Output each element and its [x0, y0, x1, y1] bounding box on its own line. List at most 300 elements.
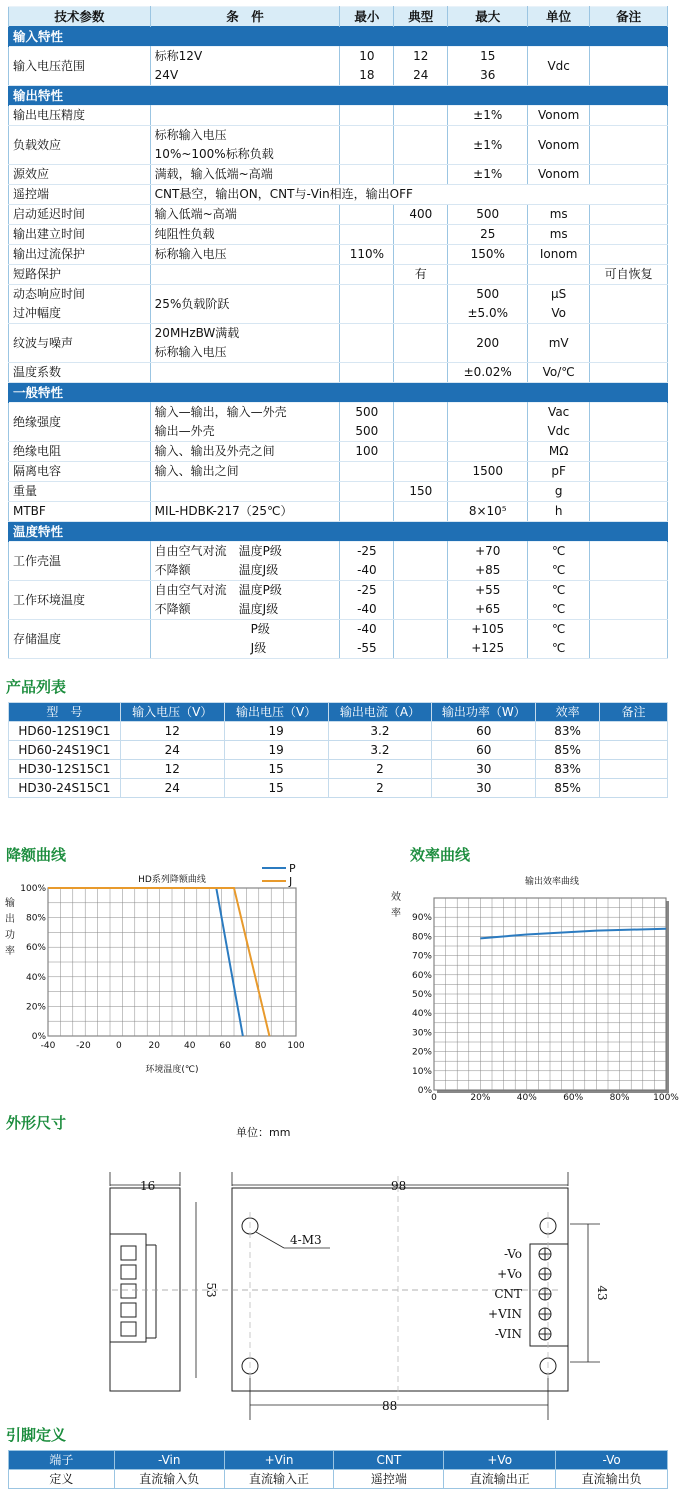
y-axis-label-char: 效	[391, 892, 401, 903]
x-tick-label: 100	[287, 1041, 305, 1051]
pin-header-vo-pos: +Vo	[444, 1451, 556, 1470]
spec-row	[9, 403, 668, 442]
spec-param	[9, 482, 151, 502]
product-cell: 85%	[536, 741, 600, 760]
spec-cell-line: +70	[475, 544, 501, 558]
spec-cell-line: 输出—外壳	[154, 424, 215, 438]
spec-row	[9, 245, 668, 265]
spec-section-row	[9, 27, 668, 47]
spec-cell-line: 10%~100%标称负载	[154, 147, 274, 161]
spec-param	[9, 285, 151, 324]
spec-header-note: 备注	[590, 7, 668, 27]
spec-param-text: 输出电压精度	[13, 108, 86, 122]
x-tick-label: 80%	[609, 1093, 630, 1103]
spec-param-text: 工作环境温度	[13, 592, 86, 607]
spec-cell-line: +105	[471, 622, 505, 636]
legend-label: J	[289, 875, 293, 888]
spec-param	[9, 47, 151, 86]
spec-note	[590, 126, 668, 165]
spec-unit: h	[528, 502, 590, 522]
x-tick-label: 0	[115, 1041, 122, 1051]
spec-header	[9, 7, 668, 27]
spec-row	[9, 482, 668, 502]
product-cell: 12	[120, 760, 224, 779]
spec-row	[9, 462, 668, 482]
spec-cell-line: 有	[414, 267, 427, 281]
spec-unit: pF	[528, 462, 590, 482]
product-cell	[600, 722, 668, 741]
product-cell: HD60-12S19C1	[9, 722, 121, 741]
spec-cell-line: 110%	[349, 247, 385, 261]
x-tick-label: 60%	[563, 1093, 584, 1103]
x-tick-label: 40%	[516, 1093, 537, 1103]
x-tick-label: -40	[40, 1041, 56, 1051]
spec-cell-line: -55	[357, 641, 377, 655]
product-cell: 15	[224, 779, 328, 798]
spec-param	[9, 265, 151, 285]
dimensions-heading: 外形尺寸	[6, 1114, 67, 1132]
spec-cell-line: 25	[480, 227, 496, 241]
spec-cell-line: 不降额 温度J级	[154, 602, 279, 616]
spec-cell-line: 输入、输出及外壳之间	[154, 444, 275, 458]
spec-cell-line: 12	[413, 49, 429, 63]
product-cell: 2	[328, 779, 432, 798]
product-cell: 24	[120, 779, 224, 798]
spec-unit	[528, 265, 590, 285]
spec-cell-line: ℃	[551, 622, 566, 636]
pins-heading: 引脚定义	[6, 1426, 67, 1444]
product-cell: 30	[432, 779, 536, 798]
product-cell: 19	[224, 741, 328, 760]
pin-table	[8, 1450, 668, 1489]
product-cell: HD30-12S15C1	[9, 760, 121, 779]
spec-cell-line: 标称输入电压	[154, 128, 227, 142]
pin-def-vin-neg: 直流输入负	[114, 1470, 224, 1489]
pin-def-cnt: 遥控端	[334, 1470, 444, 1489]
spec-note	[590, 403, 668, 442]
x-tick-label: 80	[254, 1041, 267, 1051]
x-tick-label: 100%	[653, 1093, 679, 1103]
product-cell: HD60-24S19C1	[9, 741, 121, 760]
product-body	[9, 722, 668, 798]
spec-row	[9, 620, 668, 659]
spec-cell-line: 100	[355, 444, 379, 458]
chart-title: 输出效率曲线	[524, 877, 580, 887]
y-tick-label: 20%	[411, 1047, 432, 1058]
spec-body	[9, 27, 668, 659]
pin-header-vin-neg: -Vin	[114, 1451, 224, 1470]
spec-unit: ms	[528, 205, 590, 225]
spec-row	[9, 542, 668, 581]
spec-param	[9, 225, 151, 245]
x-axis-label: 环境温度(℃)	[145, 1065, 199, 1075]
product-cell	[600, 779, 668, 798]
spec-section-title: 温度特性	[9, 522, 668, 542]
y-axis-label-char: 率	[391, 908, 401, 919]
spec-cell-line: 500	[355, 424, 379, 438]
y-tick-label: 80%	[25, 913, 46, 924]
dim-88-label: 88	[382, 1399, 398, 1413]
spec-cell-line: 不降额 温度J级	[154, 563, 279, 577]
spec-unit: Vo/℃	[528, 363, 590, 383]
y-axis-label-char: 率	[5, 946, 15, 957]
spec-param	[9, 245, 151, 265]
spec-row	[9, 285, 668, 324]
spec-cell-line: 纯阻性负载	[154, 227, 215, 241]
spec-cell-line: 输入—输出，输入—外壳	[154, 405, 287, 419]
y-tick-label: 30%	[411, 1028, 432, 1039]
spec-cell-line: MIL-HDBK-217（25℃）	[154, 504, 293, 518]
dimension-lines	[110, 1172, 600, 1420]
side-terminal-block	[110, 1234, 146, 1342]
spec-row	[9, 165, 668, 185]
spec-section-row	[9, 86, 668, 106]
spec-note	[590, 363, 668, 383]
product-cell: 3.2	[328, 741, 432, 760]
spec-cell-line: 150	[409, 484, 433, 498]
spec-param-text: 输入电压范围	[13, 58, 86, 73]
spec-cell-line: J级	[154, 641, 267, 655]
spec-cell-line: Vo	[551, 306, 566, 320]
spec-unit: mV	[528, 324, 590, 363]
spec-table	[8, 6, 668, 659]
dim-43-label: 43	[595, 1285, 609, 1301]
spec-header-param: 技术参数	[9, 7, 151, 27]
spec-cell-line: ±1%	[473, 167, 503, 181]
spec-section-title: 输出特性	[9, 86, 668, 106]
y-tick-label: 0%	[417, 1086, 432, 1096]
spec-cell-line: -25	[357, 583, 377, 597]
spec-cell-line: ±1%	[473, 137, 503, 152]
product-cell: 60	[432, 741, 536, 760]
spec-note	[590, 542, 668, 581]
terminal-label-vin-neg: -VIN	[494, 1327, 522, 1341]
y-tick-label: 20%	[25, 1002, 46, 1013]
efficiency-chart	[382, 866, 680, 1112]
product-cell: 83%	[536, 760, 600, 779]
spec-cell-line: 输入低端~高端	[154, 207, 237, 221]
x-tick-label: 20	[148, 1041, 161, 1051]
spec-note	[590, 620, 668, 659]
spec-note	[590, 165, 668, 185]
spec-note	[590, 462, 668, 482]
spec-param-text: 重量	[13, 484, 38, 498]
spec-param-text: 绝缘电阻	[13, 444, 62, 458]
spec-param	[9, 363, 151, 383]
product-cell: 19	[224, 722, 328, 741]
spec-cell-line: +125	[471, 641, 505, 655]
dim-16-label: 16	[140, 1179, 156, 1193]
spec-header-min: 最小	[340, 7, 394, 27]
spec-note	[590, 225, 668, 245]
product-row	[9, 760, 668, 779]
spec-note	[590, 324, 668, 363]
spec-row	[9, 106, 668, 126]
spec-unit: Vdc	[528, 47, 590, 86]
spec-section-row	[9, 383, 668, 403]
spec-cell-line: μS	[551, 287, 567, 301]
x-tick-label: 0	[431, 1093, 437, 1103]
spec-param-text: 存储温度	[13, 631, 62, 646]
spec-param	[9, 462, 151, 482]
product-cell	[600, 760, 668, 779]
spec-section-row	[9, 522, 668, 542]
product-cell: 15	[224, 760, 328, 779]
terminal-label-vo-pos: +Vo	[497, 1267, 522, 1281]
legend-label: P	[289, 862, 296, 875]
spec-cell-line: 500	[476, 287, 500, 301]
spec-unit: Vonom	[528, 126, 590, 165]
product-header-iout: 输出电流（A）	[328, 703, 432, 722]
spec-param	[9, 185, 151, 205]
product-cell: 30	[432, 760, 536, 779]
spec-cell-line: 24V	[154, 68, 179, 82]
spec-cell-line: Vdc	[547, 424, 570, 438]
product-row	[9, 741, 668, 760]
product-header-power: 输出功率（W）	[432, 703, 536, 722]
spec-row	[9, 185, 668, 205]
y-tick-label: 40%	[411, 1009, 432, 1020]
spec-param	[9, 324, 151, 363]
pin-def-label: 定义	[9, 1470, 115, 1489]
spec-param-text: 隔离电容	[13, 464, 62, 478]
spec-param	[9, 442, 151, 462]
product-header-model: 型 号	[9, 703, 121, 722]
spec-note	[590, 245, 668, 265]
terminal-label-vo-neg: -Vo	[504, 1247, 522, 1261]
spec-param-text: 过冲幅度	[13, 306, 62, 320]
product-row	[9, 779, 668, 798]
spec-row	[9, 324, 668, 363]
x-tick-label: 40	[183, 1041, 196, 1051]
spec-row	[9, 502, 668, 522]
spec-row	[9, 442, 668, 462]
pin-def-vin-pos: 直流输入正	[224, 1470, 334, 1489]
spec-cell-line: 1500	[472, 464, 503, 478]
side-terminal-screws	[121, 1245, 156, 1338]
spec-cell-line: -40	[357, 602, 377, 616]
spec-cell-line: 25%负载阶跃	[154, 296, 230, 311]
spec-param-text: 源效应	[13, 167, 50, 181]
y-axis-label-char: 输	[5, 898, 15, 909]
spec-param	[9, 205, 151, 225]
spec-cell-line: 8×10⁵	[468, 504, 507, 518]
spec-param-text: 短路保护	[13, 267, 62, 281]
product-cell: HD30-24S15C1	[9, 779, 121, 798]
spec-cell-line: 满载，输入低端~高端	[154, 167, 273, 181]
spec-note: 可自恢复	[590, 265, 668, 285]
spec-param-text: 启动延迟时间	[13, 207, 86, 221]
chart-title: HD系列降额曲线	[138, 875, 206, 885]
y-axis-label-char: 出	[5, 914, 15, 925]
spec-cell-line: 10	[359, 49, 375, 63]
y-tick-label: 70%	[411, 951, 432, 962]
x-tick-label: -20	[76, 1041, 91, 1051]
spec-param-text: 输出建立时间	[13, 227, 86, 241]
spec-param-text: 绝缘强度	[13, 414, 62, 429]
pin-header-vo-neg: -Vo	[556, 1451, 668, 1470]
product-cell: 12	[120, 722, 224, 741]
products-heading: 产品列表	[6, 678, 67, 696]
spec-section-title: 一般特性	[9, 383, 668, 403]
spec-cell-line: P级	[154, 622, 270, 636]
spec-param-text: 遥控端	[13, 187, 50, 201]
product-cell: 85%	[536, 779, 600, 798]
spec-note	[590, 502, 668, 522]
derating-chart	[0, 860, 310, 1080]
spec-header-unit: 单位	[528, 7, 590, 27]
pin-header-terminal: 端子	[9, 1451, 115, 1470]
spec-span-text: CNT悬空，输出ON，CNT与-Vin相连，输出OFF	[150, 185, 667, 205]
spec-unit: MΩ	[528, 442, 590, 462]
spec-param-text: 工作壳温	[13, 553, 62, 568]
spec-cell-line: ℃	[551, 583, 566, 597]
spec-cell-line: 输入、输出之间	[154, 464, 239, 478]
spec-cell-line: -40	[357, 622, 377, 636]
y-tick-label: 100%	[20, 884, 46, 894]
terminal-label-vin-pos: +VIN	[488, 1307, 522, 1321]
spec-cell-line: 15	[480, 49, 496, 63]
spec-note	[590, 285, 668, 324]
spec-param-text: 负载效应	[13, 137, 62, 152]
x-tick-label: 60	[219, 1041, 231, 1051]
spec-unit: ms	[528, 225, 590, 245]
spec-row	[9, 126, 668, 165]
y-tick-label: 0%	[31, 1032, 46, 1042]
spec-row	[9, 47, 668, 86]
spec-param-text: MTBF	[13, 504, 46, 518]
spec-cell-line: ℃	[551, 641, 566, 655]
spec-cell-line: ℃	[551, 544, 566, 558]
spec-param	[9, 403, 151, 442]
y-tick-label: 60%	[25, 943, 46, 954]
spec-param	[9, 502, 151, 522]
spec-cell-line: 标称输入电压	[154, 247, 227, 261]
spec-note	[590, 482, 668, 502]
spec-cell-line: +85	[475, 563, 501, 577]
product-cell: 3.2	[328, 722, 432, 741]
spec-param	[9, 106, 151, 126]
spec-param-text: 纹波与噪声	[13, 335, 74, 350]
dimension-drawing	[0, 1150, 680, 1420]
spec-cell-line: 自由空气对流 温度P级	[154, 583, 282, 597]
spec-unit: Ionom	[528, 245, 590, 265]
spec-cell-line: ℃	[551, 563, 566, 577]
spec-param	[9, 542, 151, 581]
terminal-label-cnt: CNT	[494, 1287, 522, 1301]
spec-row	[9, 363, 668, 383]
spec-cell-line: 500	[355, 405, 379, 419]
spec-section-title: 输入特性	[9, 27, 668, 47]
spec-header-typ: 典型	[394, 7, 448, 27]
spec-cell-line: 18	[359, 68, 375, 82]
spec-row	[9, 581, 668, 620]
spec-cell-line: Vac	[548, 405, 570, 419]
spec-note	[590, 442, 668, 462]
spec-note	[590, 47, 668, 86]
spec-unit: Vonom	[528, 106, 590, 126]
y-tick-label: 90%	[411, 913, 432, 924]
product-cell: 2	[328, 760, 432, 779]
spec-cell-line: ℃	[551, 602, 566, 616]
product-cell: 60	[432, 722, 536, 741]
y-tick-label: 10%	[411, 1066, 432, 1077]
spec-cell-line: 标称输入电压	[154, 345, 227, 359]
spec-cell-line: -40	[357, 563, 377, 577]
product-row	[9, 722, 668, 741]
product-table	[8, 702, 668, 798]
spec-cell-line: +65	[475, 602, 501, 616]
pin-def-vo-pos: 直流输出正	[444, 1470, 556, 1489]
spec-note	[590, 581, 668, 620]
spec-param-text: 输出过流保护	[13, 247, 86, 261]
spec-cell-line: -25	[357, 544, 377, 558]
front-terminal-screws	[539, 1248, 551, 1340]
spec-cell-line: ±1%	[473, 108, 503, 122]
spec-cell-line: 500	[476, 207, 500, 221]
spec-cell-line: +55	[475, 583, 501, 597]
product-header-note: 备注	[600, 703, 668, 722]
spec-param-text: 温度系数	[13, 365, 62, 379]
hole-label: 4-M3	[290, 1233, 322, 1247]
efficiency-heading: 效率曲线	[410, 846, 471, 864]
spec-cell-line: 自由空气对流 温度P级	[154, 544, 282, 558]
product-cell: 83%	[536, 722, 600, 741]
spec-param-text: 动态响应时间	[13, 287, 86, 301]
product-cell: 24	[120, 741, 224, 760]
spec-unit: Vonom	[528, 165, 590, 185]
product-header-vin: 输入电压（V）	[120, 703, 224, 722]
spec-cell-line: 200	[476, 335, 500, 350]
spec-cell-line: 150%	[470, 247, 505, 261]
pin-def-vo-neg: 直流输出负	[556, 1470, 668, 1489]
y-tick-label: 80%	[411, 932, 432, 943]
spec-header-cond: 条 件	[150, 7, 340, 27]
spec-cell-line: ±0.02%	[463, 365, 512, 379]
spec-note	[590, 106, 668, 126]
front-terminal-block	[530, 1244, 568, 1346]
y-axis-label-char: 功	[5, 930, 15, 941]
spec-row	[9, 225, 668, 245]
product-header-vout: 输出电压（V）	[224, 703, 328, 722]
spec-cell-line: 36	[480, 68, 496, 82]
spec-note	[590, 205, 668, 225]
pin-header-vin-pos: +Vin	[224, 1451, 334, 1470]
y-tick-label: 40%	[25, 972, 46, 983]
product-cell	[600, 741, 668, 760]
derating-heading: 降额曲线	[6, 846, 67, 864]
dim-53-label: 53	[204, 1282, 218, 1298]
spec-param	[9, 165, 151, 185]
spec-row	[9, 265, 668, 285]
spec-cell-line: 24	[413, 68, 429, 82]
spec-param	[9, 620, 151, 659]
spec-header-max: 最大	[448, 7, 528, 27]
spec-cell-line: 400	[409, 207, 433, 221]
y-tick-label: 50%	[411, 990, 432, 1000]
unit-label: 单位：mm	[236, 1126, 291, 1139]
dim-98-label: 98	[391, 1179, 407, 1193]
spec-cell-line: 标称12V	[154, 49, 203, 63]
spec-unit: g	[528, 482, 590, 502]
spec-cell-line: ±5.0%	[467, 306, 508, 320]
product-header-eff: 效率	[536, 703, 600, 722]
y-tick-label: 60%	[411, 970, 432, 981]
x-tick-label: 20%	[470, 1093, 491, 1103]
pin-header-cnt: CNT	[334, 1451, 444, 1470]
spec-param	[9, 581, 151, 620]
spec-param	[9, 126, 151, 165]
